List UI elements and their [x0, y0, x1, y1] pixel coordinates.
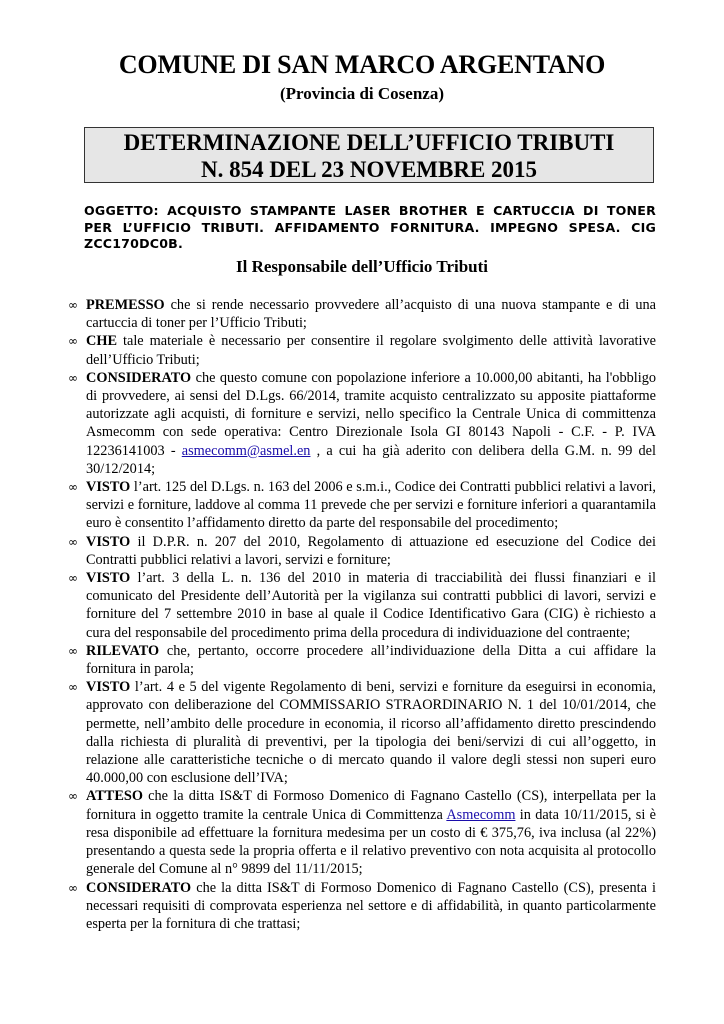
infinity-bullet-icon: ∞	[68, 880, 78, 895]
list-item	[68, 369, 656, 478]
item-keyword: VISTO	[86, 679, 131, 696]
responsabile-heading: Il Responsabile dell’Ufficio Tributi	[235, 257, 489, 276]
item-keyword: CONSIDERATO	[86, 879, 192, 896]
item-text: il D.P.R. n. 207 del 2010, Regolamento di attuazione ed esecuzione del Codice dei Contratti pubblici relativi a lavori, servizi e forniture;	[86, 533, 656, 568]
asmecomm-link[interactable]: Asmecomm	[446, 806, 516, 823]
list-item	[68, 642, 656, 678]
infinity-bullet-icon: ∞	[68, 680, 78, 695]
infinity-bullet-icon: ∞	[68, 789, 78, 804]
list-item	[68, 879, 656, 934]
infinity-bullet-icon: ∞	[68, 334, 78, 349]
list-item	[68, 332, 656, 368]
infinity-bullet-icon: ∞	[68, 480, 78, 495]
infinity-bullet-icon: ∞	[68, 298, 78, 312]
item-keyword: VISTO	[86, 533, 131, 550]
email-link[interactable]: asmecomm@asmel.en	[181, 442, 311, 459]
item-keyword: PREMESSO	[86, 297, 165, 313]
item-text: che, pertanto, occorre procedere all’individuazione della Ditta a cui affidare la fornitura in parola;	[86, 642, 656, 678]
infinity-bullet-icon: ∞	[68, 643, 78, 658]
list-item	[68, 787, 656, 878]
list-item	[68, 569, 656, 642]
item-text-continued: in data 10/11/2015, si è resa disponibile ad effettuare la fornitura medesima per un costo di € 375,76, iva inclusa (al 22%) presentando a questa sede la propria offerta e il relativo preventivo con nota acquisita al protocollo generale del Comune al n° 9899 del 11/11/2015;	[86, 806, 656, 878]
item-keyword: VISTO	[86, 479, 131, 496]
item-text: tale materiale è necessario per consentire il regolare svolgimento delle attività lavorative dell’Ufficio Tributi;	[86, 333, 656, 368]
item-keyword: VISTO	[86, 570, 131, 587]
item-keyword: CHE	[86, 333, 117, 350]
page-subtitle: (Provincia di Cosenza)	[279, 84, 444, 103]
item-text: l’art. 3 della L. n. 136 del 2010 in materia di tracciabilità dei flussi finanziari e il comunicato del Presidente dell’Autorità per la vigilanza sui contratti pubblici di lavori, servizi e forniture del 7 settembre 2010 in base al quale il Codice Identificativo Gara (CIG) è richiesto a cura del responsabile del procedimento prima della procedura di individuazione del contraente;	[86, 570, 656, 641]
infinity-bullet-icon: ∞	[68, 571, 78, 586]
list-item	[68, 478, 656, 533]
item-text: che la ditta IS&T di Formoso Domenico di Fagnano Castello (CS), presenta i necessari requisiti di comprovata esperienza nel settore e di affidabilità, in quanto particolarmente esperta per la fornitura di che trattasi;	[86, 879, 656, 932]
item-text-continued: , a cui ha già aderito con delibera della G.M. n. 99 del 30/12/2014;	[86, 442, 656, 477]
page-title: COMUNE DI SAN MARCO ARGENTANO	[118, 50, 606, 79]
determinazione-line-2: N. 854 DEL 23 NOVEMBRE 2015	[200, 157, 538, 182]
list-item	[68, 533, 656, 569]
infinity-bullet-icon: ∞	[68, 370, 78, 385]
determinazione-line-1: DETERMINAZIONE DELL’UFFICIO TRIBUTI	[123, 130, 615, 155]
list-item	[68, 296, 656, 332]
infinity-bullet-icon: ∞	[68, 534, 78, 549]
item-text: l’art. 125 del D.Lgs. n. 163 del 2006 e s.m.i., Codice dei Contratti pubblici relativi a lavori, servizi e forniture, laddove al comma 11 prevede che per servizi e forniture inferiori a quarantamila euro è consentito l’affidamento diretto da parte del responsabile del procedimento;	[86, 479, 656, 532]
item-keyword: ATTESO	[86, 788, 143, 805]
item-text: che questo comune con popolazione inferiore a 10.000,00 abitanti, ha l'obbligo di provvedere, ai sensi del D.Lgs. 66/2014, tramite acquisto centralizzato su apposite piattaforme autorizzate agli acquisti, di forniture e servizi, nello specifico la Centrale Unica di committenza Asmecomm con sede operativa: Centro Direzionale Isola GI 80143 Napoli - C.F. - P. IVA 12236141003 -	[86, 369, 656, 459]
item-text: che la ditta IS&T di Formoso Domenico di Fagnano Castello (CS), interpellata per la fornitura in oggetto tramite la centrale Unica di Committenza	[86, 788, 656, 823]
item-keyword: RILEVATO	[86, 642, 160, 659]
oggetto-text: OGGETTO: ACQUISTO STAMPANTE LASER BROTHER E CARTUCCIA DI TONER PER L’UFFICIO TRIBUTI. AFFIDAMENTO FORNITURA. IMPEGNO SPESA. CIG ZCC170DC0B.	[84, 203, 656, 251]
list-item	[68, 678, 656, 787]
items-list	[68, 296, 656, 933]
determinazione-box	[84, 127, 654, 183]
item-text: che si rende necessario provvedere all’acquisto di una nuova stampante e di una cartuccia di toner per l’Ufficio Tributi;	[86, 297, 656, 332]
item-keyword: CONSIDERATO	[86, 369, 192, 386]
item-text: l’art. 4 e 5 del vigente Regolamento di beni, servizi e forniture da eseguirsi in economia, approvato con deliberazione del COMMISSARIO STRAORDINARIO N. 1 del 10/01/2014, che permette, nell’ambito delle procedure in economia, il ricorso all’affidamento diretto prescindendo dalla richiesta di pluralità di preventivi, per la tipologia dei beni/servizi di cui all’oggetto, in relazione alle caratteristiche tecniche o di mercato quando il valore degli stessi non superi euro 40.000,00 con esclusione dell’IVA;	[86, 679, 656, 787]
